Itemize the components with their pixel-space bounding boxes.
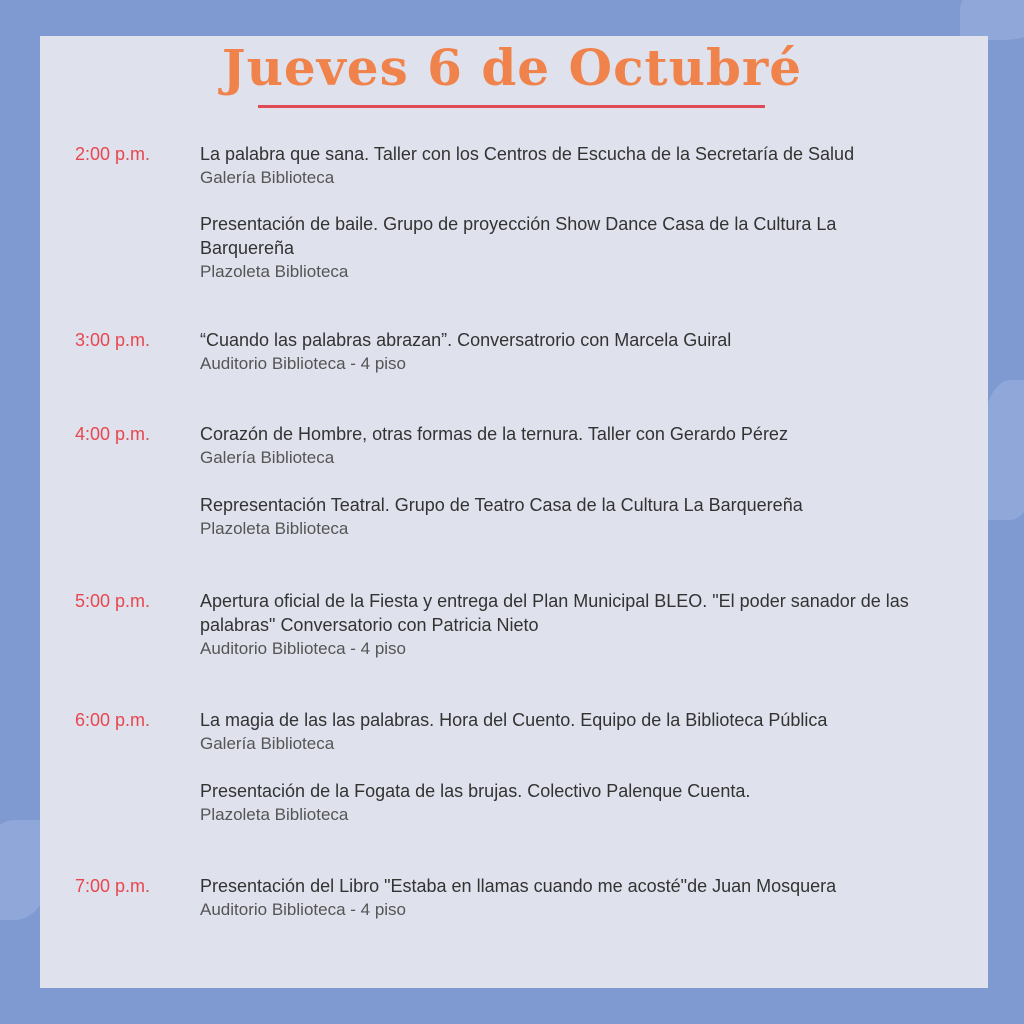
event-item [200, 328, 960, 376]
event-venue: Galería Biblioteca [200, 734, 335, 753]
event-name: Apertura oficial de la Fiesta y entrega del Plan Municipal BLEO. "El poder sanador de las palabras" Conversatorio con Patricia Nieto [200, 591, 909, 635]
event-venue: Plazoleta Biblioteca [200, 262, 349, 281]
event-name: Representación Teatral. Grupo de Teatro Casa de la Cultura La Barquereña [200, 495, 803, 515]
page-title: Jueves 6 de Octubré [221, 38, 803, 97]
event-name: Presentación de la Fogata de las brujas. Colectivo Palenque Cuenta. [200, 781, 751, 801]
event-venue: Galería Biblioteca [200, 448, 335, 467]
event-item [200, 142, 960, 190]
event-name: La magia de las las palabras. Hora del Cuento. Equipo de la Biblioteca Pública [200, 710, 828, 730]
event-venue: Auditorio Biblioteca - 4 piso [200, 354, 407, 373]
time-label: 3:00 p.m. [75, 330, 151, 350]
event-name: Presentación de baile. Grupo de proyección Show Dance Casa de la Cultura La Barquereña [200, 214, 837, 258]
event-item [200, 874, 960, 922]
event-name: Corazón de Hombre, otras formas de la ternura. Taller con Gerardo Pérez [200, 424, 788, 444]
title-underline [258, 105, 765, 108]
event-venue: Galería Biblioteca [200, 168, 335, 187]
event-item [200, 589, 960, 661]
time-label: 5:00 p.m. [75, 591, 151, 611]
event-item [200, 708, 960, 756]
time-label: 4:00 p.m. [75, 424, 151, 444]
time-label: 7:00 p.m. [75, 876, 151, 896]
event-item [200, 779, 960, 827]
event-item [200, 422, 960, 470]
event-venue: Plazoleta Biblioteca [200, 805, 349, 824]
event-venue: Plazoleta Biblioteca [200, 519, 349, 538]
event-name: Presentación del Libro "Estaba en llamas cuando me acosté"de Juan Mosquera [200, 876, 837, 896]
event-item [200, 212, 860, 284]
event-name: La palabra que sana. Taller con los Centros de Escucha de la Secretaría de Salud [200, 144, 855, 164]
event-venue: Auditorio Biblioteca - 4 piso [200, 900, 407, 919]
event-venue: Auditorio Biblioteca - 4 piso [200, 639, 407, 658]
time-label: 2:00 p.m. [75, 144, 151, 164]
leaf-decoration [960, 0, 1024, 40]
event-item [200, 493, 960, 541]
time-label: 6:00 p.m. [75, 710, 151, 730]
event-name: “Cuando las palabras abrazan”. Conversatrorio con Marcela Guiral [200, 330, 732, 350]
